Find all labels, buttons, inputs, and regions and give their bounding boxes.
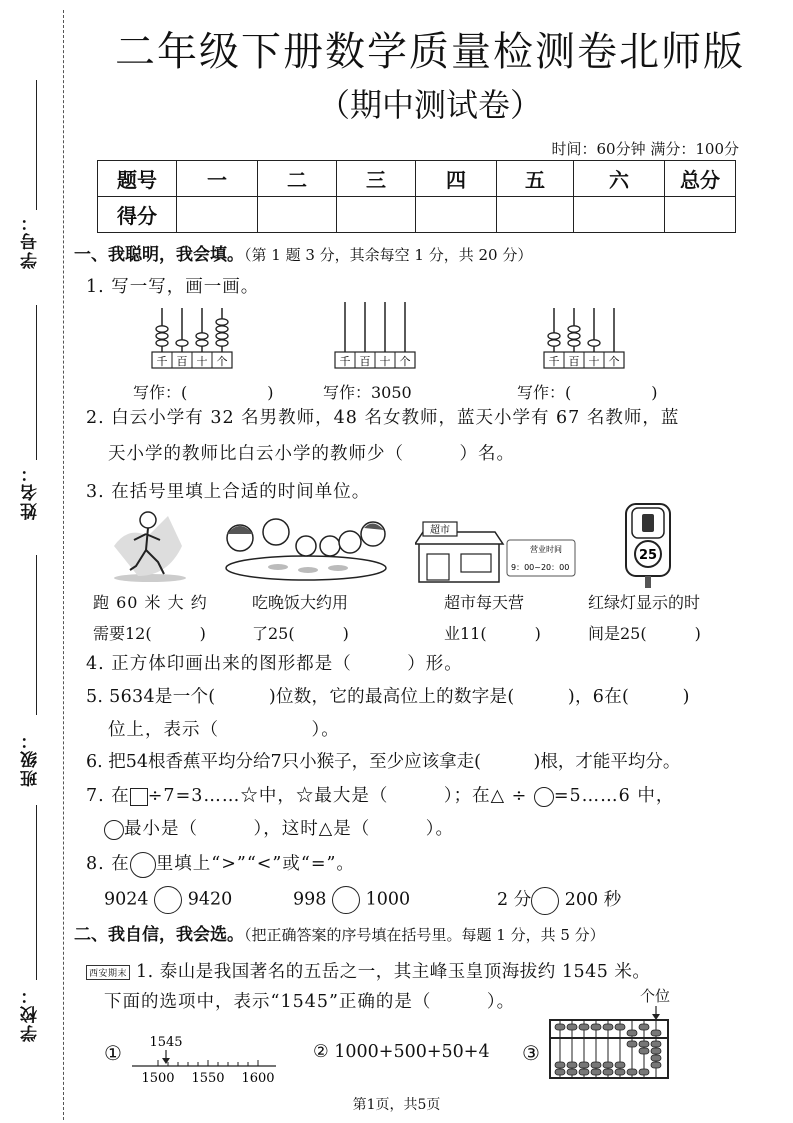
s2-q1-text: 1. 泰山是我国著名的五岳之一，其主峰玉皇顶海拔约 1545 米。 [136,962,651,982]
section2-note: （把正确答案的序号填在括号里。每题 1 分，共 5 分） [244,926,605,944]
score-cell[interactable] [258,197,337,233]
q8-right-value: 9420 [187,889,233,910]
q1-write-1: 写作：( ) [133,383,274,402]
number-line-tick: 1600 [241,1071,275,1086]
q3-caption-3a: 超市每天营 [444,593,525,612]
score-cell[interactable] [497,197,574,233]
compare-circle[interactable] [531,887,559,915]
page-footer: 第1页，共5页 [352,1097,441,1113]
abacus-1 [150,300,242,372]
score-cell[interactable] [337,197,416,233]
option1-number-line [130,1030,280,1086]
student-id-label: 学号： [21,212,41,269]
name-line [36,305,37,460]
section2-heading [74,920,605,945]
abacus-2[interactable] [333,300,425,372]
option3-mark[interactable]: ③ [522,1041,541,1065]
q2-line2: 天小学的教师比白云小学的教师少（ ）名。 [108,444,515,464]
abacus-label: 个 [608,355,620,368]
q1-text: 1. 写一写，画一画。 [86,277,260,297]
blank-circle[interactable] [534,787,554,807]
s2-q1-line1 [86,958,650,983]
number-line-tick: 1550 [191,1071,225,1086]
compare-circle[interactable] [332,886,360,914]
abacus-label: 个 [216,355,228,368]
q3-caption-1a: 跑 60 米 大 约 [93,593,208,612]
blank-square[interactable] [130,788,148,806]
name-label: 姓名： [21,463,41,520]
page-subtitle: （期中测试卷） [317,86,542,124]
s2-q1-line2: 下面的选项中，表示“1545”正确的是（ ）。 [104,992,516,1012]
q8-item-2 [293,886,410,914]
score-cell[interactable] [177,197,258,233]
traffic-light-image [620,502,676,588]
q1-write-3: 写作：( ) [517,383,658,402]
binding-dashed-line [63,10,64,1120]
q8-left-value: 2 分 [497,890,532,910]
score-header-cell: 一 [177,161,258,197]
q7-part-a: 7. 在 [86,786,130,806]
q8-right-value: 1000 [365,889,411,910]
market-hours-title: 营业时间 [530,545,562,554]
option2-text[interactable]: ② 1000+500+50+4 [313,1042,490,1062]
q8-right-value: 200 秒 [564,890,622,910]
score-header-cell: 题号 [98,161,177,197]
abacus-label: 百 [568,355,580,368]
score-cell[interactable] [574,197,665,233]
score-header-cell: 五 [497,161,574,197]
score-header-cell: 总分 [665,161,736,197]
q5-line1: 5. 5634是一个( )位数，它的最高位上的数字是( )，6在( ) [86,687,690,707]
score-header-cell: 六 [574,161,665,197]
score-table [97,160,736,233]
compare-circle[interactable] [130,852,156,878]
class-label: 班级： [21,730,41,787]
time-info: 时间：60分钟 满分：100分 [551,140,739,158]
supermarket-image [415,520,585,586]
running-boy-image [108,506,188,584]
student-id-line [36,80,37,210]
q8-left-value: 998 [293,889,327,910]
score-cell[interactable] [416,197,497,233]
q8-item-3 [497,886,621,915]
score-cell[interactable] [665,197,736,233]
family-dinner-image [218,512,388,582]
q8-part-a: 8. 在 [86,854,130,874]
abacus-label: 十 [588,355,600,368]
score-row-label: 得分 [98,197,177,233]
q3-caption-4b: 间是25( ) [588,624,701,643]
score-header-cell: 二 [258,161,337,197]
q3-caption-1b: 需要12( ) [93,624,206,643]
compare-circle[interactable] [154,886,182,914]
q3-text: 3. 在括号里填上合适的时间单位。 [86,482,371,502]
q3-caption-4a: 红绿灯显示的时 [588,593,701,612]
q6-text: 6. 把54根香蕉平均分给7只小猴子，至少应该拿走( )根，才能平均分。 [86,752,681,772]
q3-caption-2a: 吃晚饭大约用 [252,593,349,612]
q3-caption-3b: 业11( ) [444,624,541,643]
page-title: 二年级下册数学质量检测卷北师版 [115,29,745,75]
number-line-tick: 1500 [141,1071,175,1086]
market-sign: 超市 [430,525,450,536]
ones-place-label: 个位 [640,987,671,1005]
q3-caption-2b: 了25( ) [252,624,349,643]
section1-heading [74,240,532,265]
q5-line2: 位上，表示（ ）。 [108,720,340,740]
abacus-label: 千 [339,355,351,368]
q8-item-1 [104,886,232,914]
school-line [36,805,37,980]
q7-part-c: =5……6 中， [553,786,675,806]
source-tag: 西安期末 [86,965,130,980]
q8-left-value: 9024 [104,889,149,910]
q8-part-b: 里填上“>”“<”或“=”。 [155,854,355,874]
class-line [36,555,37,715]
option3-abacus [548,1002,672,1082]
number-line-arrow-label: 1545 [149,1035,183,1050]
section1-note: （第 1 题 3 分，其余每空 1 分，共 20 分） [244,246,533,264]
q7-part-d: 最小是（ ），这时△是（ ）。 [124,819,454,839]
section2-title: 二、我自信，我会选。 [74,925,244,945]
abacus-label: 千 [156,355,168,368]
q7-part-b: ÷7=3……☆中，☆最大是（ ）；在△ ÷ [147,786,534,806]
q2-line1: 2. 白云小学有 32 名男教师，48 名女教师，蓝天小学有 67 名教师，蓝 [86,408,680,428]
score-header-cell: 四 [416,161,497,197]
abacus-label: 十 [379,355,391,368]
q1-write-2: 写作：3050 [323,383,412,402]
score-header-cell: 三 [337,161,416,197]
abacus-3 [542,300,634,372]
abacus-label: 十 [196,355,208,368]
q4-text: 4. 正方体印画出来的图形都是（ ）形。 [86,654,463,674]
abacus-label: 千 [548,355,560,368]
q7-line1 [86,782,674,807]
market-hours: 9：00~20：00 [511,563,570,572]
blank-circle[interactable] [104,820,124,840]
q8-text [86,850,355,878]
option1-mark[interactable]: ① [104,1041,123,1065]
traffic-light-number: 25 [638,548,658,563]
section1-title: 一、我聪明，我会填。 [74,245,244,265]
school-label: 学校： [21,985,41,1042]
abacus-label: 个 [399,355,411,368]
q7-line2 [104,815,454,840]
abacus-label: 百 [359,355,371,368]
abacus-label: 百 [176,355,188,368]
